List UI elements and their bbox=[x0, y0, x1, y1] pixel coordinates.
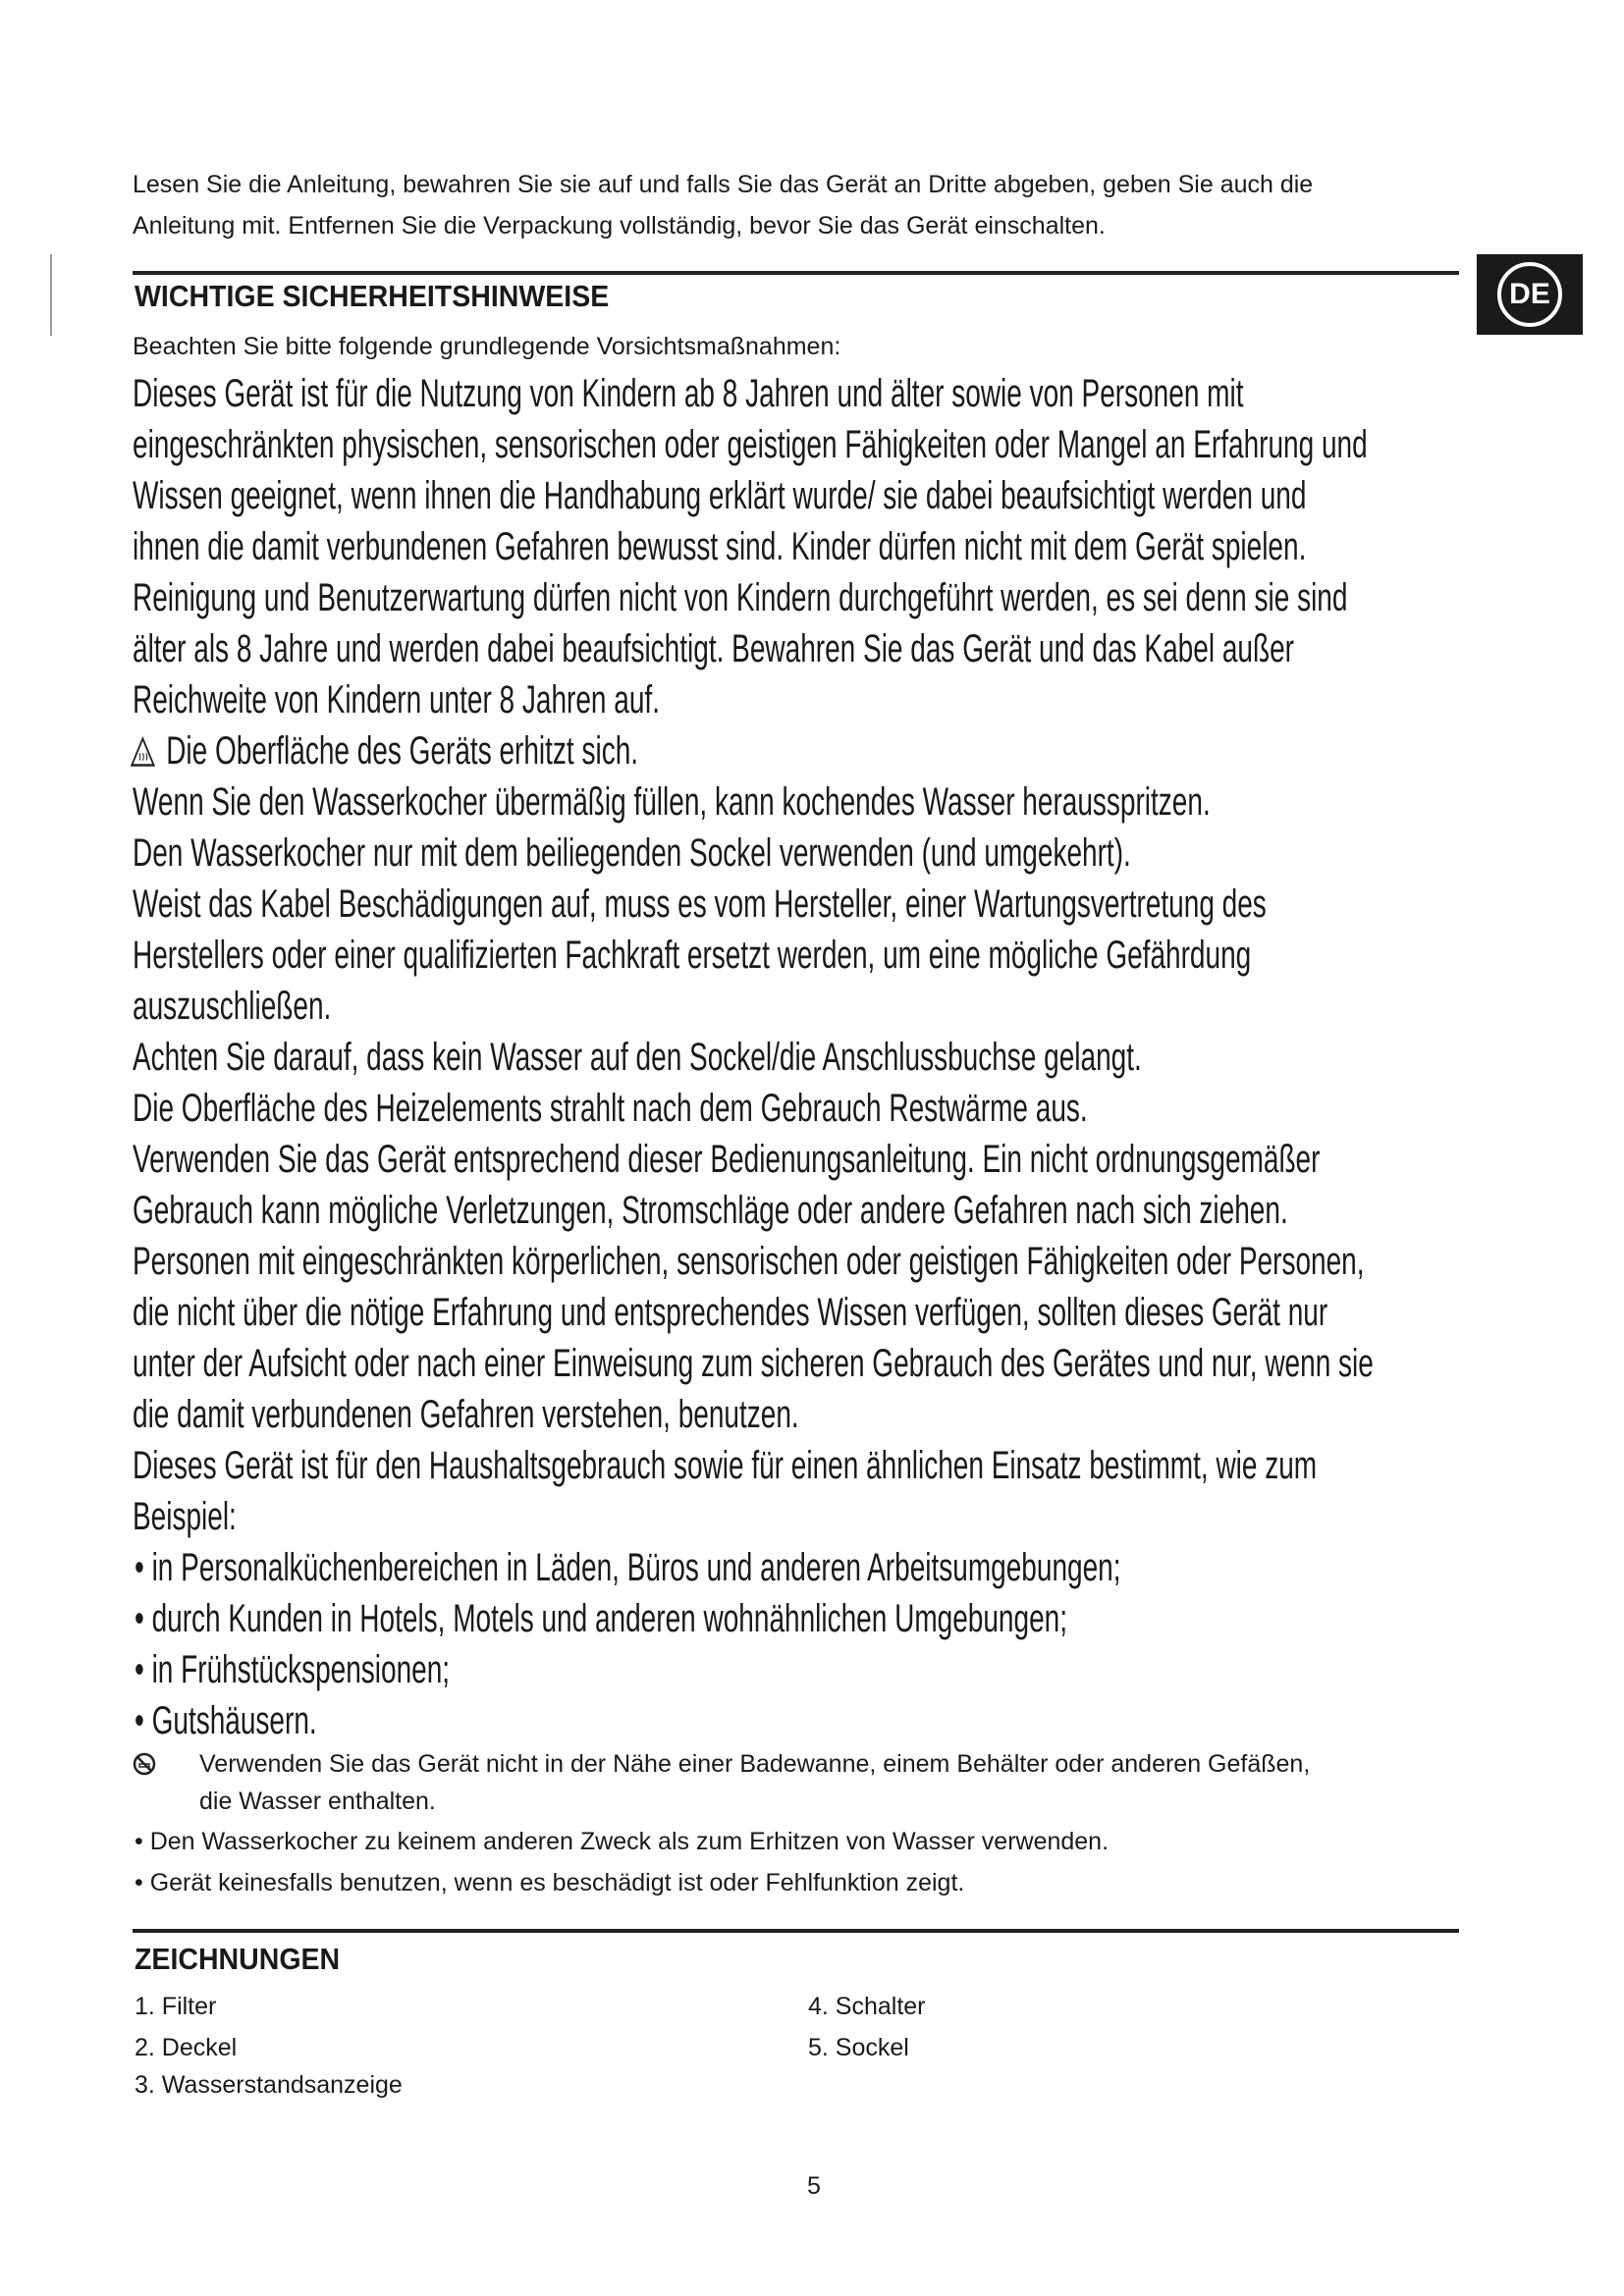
bullet-icon: • bbox=[135, 1597, 152, 1640]
safety-text-line: Achten Sie darauf, dass kein Wasser auf den Sockel/die Anschlussbuchse gelangt. bbox=[133, 1036, 1142, 1079]
safety-text-line: Gebrauch kann mögliche Verletzungen, Stromschläge oder andere Gefahren nach sich ziehen. bbox=[133, 1189, 1288, 1232]
safety-text-line: Den Wasserkocher nur mit dem beiliegenden Sockel verwenden (und umgekehrt). bbox=[133, 831, 1131, 875]
bullet-text: in Frühstückspensionen; bbox=[151, 1648, 451, 1691]
drawing-item: 1. Filter bbox=[135, 1993, 217, 2020]
safety-subtitle: Beachten Sie bitte folgende grundlegende Vorsichtsmaßnahmen: bbox=[133, 333, 841, 360]
language-badge-label: DE bbox=[1497, 262, 1562, 327]
safety-text-line: Die Oberfläche des Heizelements strahlt nach dem Gebrauch Restwärme aus. bbox=[133, 1087, 1088, 1130]
safety-text-line: die damit verbundenen Gefahren verstehen, benutzen. bbox=[133, 1393, 799, 1436]
safety-text-line bbox=[128, 728, 638, 774]
small-bullet-text: Gerät keinesfalls benutzen, wenn es beschädigt ist oder Fehlfunktion zeigt. bbox=[149, 1869, 965, 1896]
margin-mark bbox=[50, 254, 52, 336]
safety-text-line: die nicht über die nötige Erfahrung und entsprechendes Wissen verfügen, sollten dieses Gerät nur bbox=[133, 1291, 1328, 1334]
intro-line: Lesen Sie die Anleitung, bewahren Sie sie auf und falls Sie das Gerät an Dritte abgeben, geben Sie auch die bbox=[133, 171, 1314, 198]
safety-text-line: Personen mit eingeschränkten körperlichen, sensorischen oder geistigen Fähigkeiten oder Personen, bbox=[133, 1240, 1365, 1283]
safety-text-line: Wenn Sie den Wasserkocher übermäßig füllen, kann kochendes Wasser herausspritzen. bbox=[133, 780, 1211, 824]
bullet-icon: • bbox=[135, 1648, 152, 1691]
safety-text-line: Beispiel: bbox=[133, 1495, 237, 1538]
section-divider bbox=[133, 271, 1459, 275]
safety-text-line: auszuschließen. bbox=[133, 985, 332, 1028]
safety-text-line: ihnen die damit verbundenen Gefahren bewusst sind. Kinder dürfen nicht mit dem Gerät spielen. bbox=[133, 525, 1307, 568]
bullet-icon: • bbox=[135, 1546, 152, 1589]
bullet-item bbox=[135, 1698, 317, 1743]
safety-text-line: Reinigung und Benutzerwartung dürfen nicht von Kindern durchgeführt werden, es sei denn sie sind bbox=[133, 576, 1348, 619]
page-number: 5 bbox=[807, 2172, 821, 2200]
safety-text-line: Wissen geeignet, wenn ihnen die Handhabung erklärt wurde/ sie dabei beaufsichtigt werden und bbox=[133, 474, 1307, 517]
safety-text-line: Verwenden Sie das Gerät entsprechend dieser Bedienungsanleitung. Ein nicht ordnungsgemäßer bbox=[133, 1138, 1321, 1181]
bullet-text: Gutshäusern. bbox=[151, 1699, 317, 1742]
small-bullet-text: Den Wasserkocher zu keinem anderen Zweck als zum Erhitzen von Wasser verwenden. bbox=[149, 1828, 1110, 1855]
small-bullet: • Gerät keinesfalls benutzen, wenn es beschädigt ist oder Fehlfunktion zeigt. bbox=[135, 1869, 965, 1896]
safety-text-line: Dieses Gerät ist für den Haushaltsgebrauch sowie für einen ähnlichen Einsatz bestimmt, wie zum bbox=[133, 1444, 1318, 1487]
safety-text-line: Reichweite von Kindern unter 8 Jahren auf. bbox=[133, 678, 660, 721]
language-badge bbox=[1477, 254, 1583, 335]
section-divider bbox=[133, 1929, 1459, 1933]
bath-warning-line: die Wasser enthalten. bbox=[199, 1788, 436, 1815]
safety-text-line: unter der Aufsicht oder nach einer Einweisung zum sicheren Gebrauch des Gerätes und nur, wenn sie bbox=[133, 1342, 1374, 1385]
bullet-item bbox=[135, 1545, 1121, 1590]
safety-text-line: Weist das Kabel Beschädigungen auf, muss es vom Hersteller, einer Wartungsvertretung des bbox=[133, 882, 1267, 926]
drawing-item: 3. Wasserstandsanzeige bbox=[135, 2071, 403, 2099]
bullet-text: in Personalküchenbereichen in Läden, Büros und anderen Arbeitsumgebungen; bbox=[151, 1546, 1121, 1589]
bullet-item bbox=[135, 1647, 450, 1692]
drawing-item: 5. Sockel bbox=[808, 2034, 909, 2061]
bullet-text: durch Kunden in Hotels, Motels und anderen wohnähnlichen Umgebungen; bbox=[151, 1597, 1067, 1640]
hot-surface-warning-icon bbox=[128, 729, 166, 773]
bullet-item bbox=[135, 1596, 1067, 1641]
no-bath-icon bbox=[133, 1752, 156, 1776]
safety-heading: WICHTIGE SICHERHEITSHINWEISE bbox=[135, 279, 610, 313]
intro-line: Anleitung mit. Entfernen Sie die Verpackung vollständig, bevor Sie das Gerät einschalten. bbox=[133, 212, 1106, 240]
small-bullet: • Den Wasserkocher zu keinem anderen Zweck als zum Erhitzen von Wasser verwenden. bbox=[135, 1828, 1110, 1855]
safety-text-line: eingeschränkten physischen, sensorischen oder geistigen Fähigkeiten oder Mangel an Erfahrung und bbox=[133, 423, 1368, 466]
drawing-item: 4. Schalter bbox=[808, 1993, 926, 2020]
drawings-heading: ZEICHNUNGEN bbox=[135, 1942, 341, 1976]
safety-text-line: älter als 8 Jahre und werden dabei beaufsichtigt. Bewahren Sie das Gerät und das Kabel außer bbox=[133, 627, 1294, 670]
bath-warning-line: Verwenden Sie das Gerät nicht in der Nähe einer Badewanne, einem Behälter oder anderen Gefäßen, bbox=[199, 1750, 1311, 1778]
drawing-item: 2. Deckel bbox=[135, 2034, 238, 2061]
safety-text-line: Dieses Gerät ist für die Nutzung von Kindern ab 8 Jahren und älter sowie von Personen mit bbox=[133, 372, 1244, 415]
hot-surface-warning-text: Die Oberfläche des Geräts erhitzt sich. bbox=[166, 729, 639, 773]
bullet-icon: • bbox=[135, 1699, 152, 1742]
safety-text-line: Herstellers oder einer qualifizierten Fachkraft ersetzt werden, um eine mögliche Gefährdung bbox=[133, 934, 1252, 977]
